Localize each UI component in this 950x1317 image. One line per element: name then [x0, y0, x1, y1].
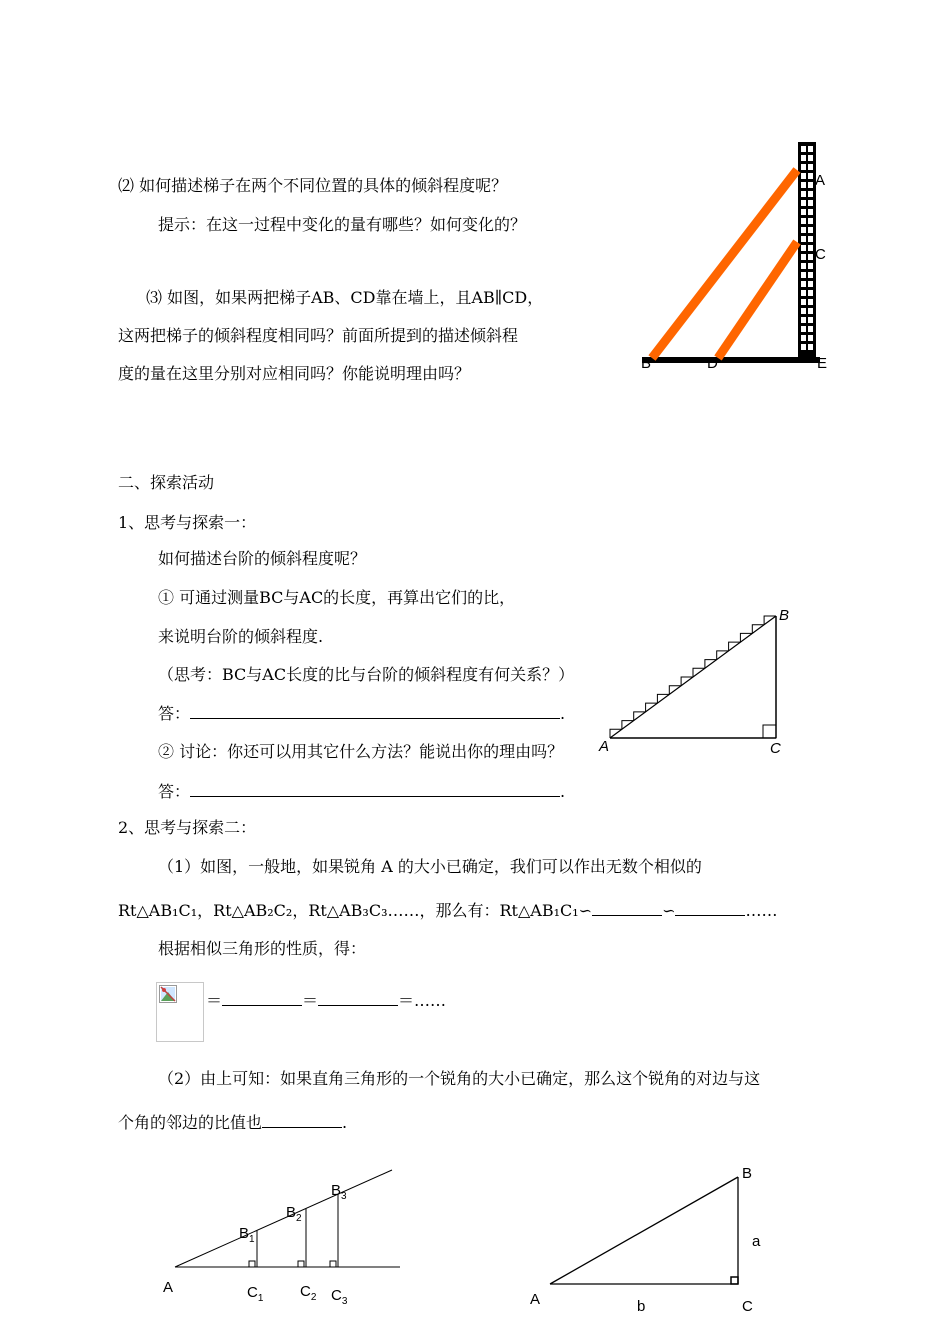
wall-gap	[808, 227, 813, 233]
wall-ladder-rungs	[798, 142, 816, 357]
broken-image-placeholder	[156, 982, 204, 1042]
label-C1: $C_1$	[247, 1284, 264, 1304]
wall-gap	[808, 335, 813, 341]
label-E: E	[817, 355, 828, 372]
right-triangle-figure	[540, 1160, 780, 1310]
answer-end: .	[560, 782, 566, 801]
item-2: ② 讨论：你还可以用其它什么方法？能说出你的理由吗？	[158, 742, 564, 761]
question-3-line-3: 度的量在这里分别对应相同吗？你能说明理由吗？	[118, 364, 471, 383]
label-b: b	[637, 1298, 646, 1315]
wall-gap	[808, 272, 813, 278]
paragraph-1-line-1: （1）如图，一般地，如果锐角 A 的大小已确定，我们可以作出无数个相似的	[158, 857, 702, 876]
item-1-line-2: 来说明台阶的倾斜程度.	[158, 627, 324, 646]
question-2: ⑵ 如何描述梯子在两个不同位置的具体的倾斜程度呢？	[118, 176, 508, 195]
wall-gap	[808, 191, 813, 197]
wall-gap	[801, 182, 806, 188]
wall-gap	[808, 299, 813, 305]
label-C: C	[742, 1298, 753, 1315]
wall-gap	[801, 290, 806, 296]
hypotenuse-line	[175, 1170, 392, 1267]
wall-gap	[801, 245, 806, 251]
wall-gap	[801, 263, 806, 269]
equals-sign: ＝	[398, 991, 415, 1010]
label-B1: $B_1$	[239, 1225, 255, 1245]
label-C3: $C_3$	[331, 1287, 348, 1307]
wall-gap	[801, 317, 806, 323]
paragraph-1-line-3: 根据相似三角形的性质，得：	[158, 939, 367, 958]
label-A: A	[530, 1291, 541, 1308]
hypotenuse	[550, 1177, 738, 1284]
wall-gap	[808, 218, 813, 224]
ratio-equation	[206, 990, 446, 1011]
section-title: 二、探索活动	[118, 473, 215, 492]
ladder-ab	[652, 170, 797, 358]
ellipsis: ……	[745, 901, 778, 920]
wall-gap	[801, 155, 806, 161]
label-A: A	[815, 172, 826, 189]
answer-label: 答：	[158, 782, 191, 801]
item-1-line-1: ① 可通过测量BC与AC的长度，再算出它们的比，	[158, 588, 516, 607]
wall-gap	[808, 164, 813, 170]
label-B: B	[779, 607, 790, 624]
image-icon	[159, 985, 177, 1003]
wall-gap	[808, 317, 813, 323]
wall-gap	[808, 344, 813, 350]
answer-blank-2[interactable]	[190, 781, 560, 797]
similar-blank-1[interactable]	[592, 900, 662, 916]
wall-gap	[801, 173, 806, 179]
wall-gap	[808, 236, 813, 242]
explore-1-question: 如何描述台阶的倾斜程度呢？	[158, 549, 367, 568]
equals-sign: ＝	[302, 991, 319, 1010]
right-angle-mark	[731, 1277, 738, 1284]
wall-gap	[801, 308, 806, 314]
paragraph-2-prefix: 个角的邻边的比值也	[118, 1113, 263, 1132]
wall-gap	[801, 272, 806, 278]
wall-gap	[808, 308, 813, 314]
question-3-line-2: 这两把梯子的倾斜程度相同吗？前面所提到的描述倾斜程	[118, 326, 519, 345]
wall-gap	[801, 254, 806, 260]
wall-gap	[808, 155, 813, 161]
wall-gap	[801, 344, 806, 350]
wall-gap	[808, 263, 813, 269]
explore-2-title: 2、思考与探索二：	[118, 818, 257, 837]
answer-blank-1[interactable]	[190, 703, 560, 719]
ratio-blank-2[interactable]	[318, 990, 398, 1006]
wall-gap	[801, 164, 806, 170]
label-C: C	[815, 246, 826, 263]
hint-text: 提示：在这一过程中变化的量有哪些？如何变化的？	[158, 215, 527, 234]
wall-gap	[801, 281, 806, 287]
wall-gap	[801, 191, 806, 197]
wall-gap	[801, 218, 806, 224]
similar-blank-2[interactable]	[675, 900, 745, 916]
wall-gap	[801, 326, 806, 332]
ratio-blank-1[interactable]	[222, 990, 302, 1006]
stairs-figure	[596, 600, 796, 760]
wall-gap	[801, 227, 806, 233]
right-angle-mark	[330, 1261, 336, 1267]
label-B2: $B_2$	[286, 1204, 302, 1224]
ellipsis: ……	[414, 991, 447, 1010]
wall-gap	[808, 326, 813, 332]
wall-gap	[808, 200, 813, 206]
wall-gap	[808, 146, 813, 152]
wall-gap	[808, 173, 813, 179]
similar-sign: ∽	[662, 901, 676, 920]
question-3-line-1: ⑶ 如图，如果两把梯子AB、CD靠在墙上，且AB∥CD，	[146, 288, 544, 307]
wall-gap	[801, 200, 806, 206]
wall-gap	[801, 335, 806, 341]
label-B: B	[742, 1165, 753, 1182]
label-A: A	[599, 738, 610, 755]
right-angle-mark	[249, 1261, 255, 1267]
paragraph-2-line-2	[118, 1112, 347, 1133]
paragraph-2-end: .	[342, 1113, 348, 1132]
label-a: a	[752, 1233, 761, 1250]
label-C: C	[770, 740, 781, 757]
label-A: A	[163, 1279, 174, 1296]
right-angle-mark	[298, 1261, 304, 1267]
answer-end: .	[560, 704, 566, 723]
wall-gap	[808, 245, 813, 251]
label-B3: $B_3$	[331, 1182, 347, 1202]
answer-line-2	[158, 781, 565, 802]
right-angle-mark	[763, 725, 776, 738]
explore-1-title: 1、思考与探索一：	[118, 513, 257, 532]
similar-statement: Rt△AB₁C₁，Rt△AB₂C₂，Rt△AB₃C₃……，那么有：Rt△AB₁C₁∽	[118, 901, 593, 920]
paragraph-2-line-1: （2）由上可知：如果直角三角形的一个锐角的大小已确定，那么这个锐角的对边与这	[158, 1069, 761, 1088]
wall-gap	[808, 290, 813, 296]
wall-gap	[801, 299, 806, 305]
think-prompt: （思考：BC与AC长度的比与台阶的倾斜程度有何关系？）	[158, 665, 575, 684]
paragraph-1-line-2	[118, 900, 777, 921]
ratio-constant-blank[interactable]	[262, 1112, 342, 1128]
wall-gap	[808, 209, 813, 215]
wall-gap	[801, 146, 806, 152]
wall-gap	[808, 254, 813, 260]
equals-sign: ＝	[206, 991, 223, 1010]
wall-gap	[801, 236, 806, 242]
answer-line-1	[158, 703, 565, 724]
wall	[798, 142, 816, 357]
label-B: B	[641, 355, 652, 372]
label-C2: $C_2$	[300, 1283, 317, 1303]
ladder-figure	[630, 130, 840, 380]
wall-gap	[808, 281, 813, 287]
wall-gap	[801, 209, 806, 215]
wall-gap	[808, 182, 813, 188]
answer-label: 答：	[158, 704, 191, 723]
label-D: D	[707, 355, 718, 372]
